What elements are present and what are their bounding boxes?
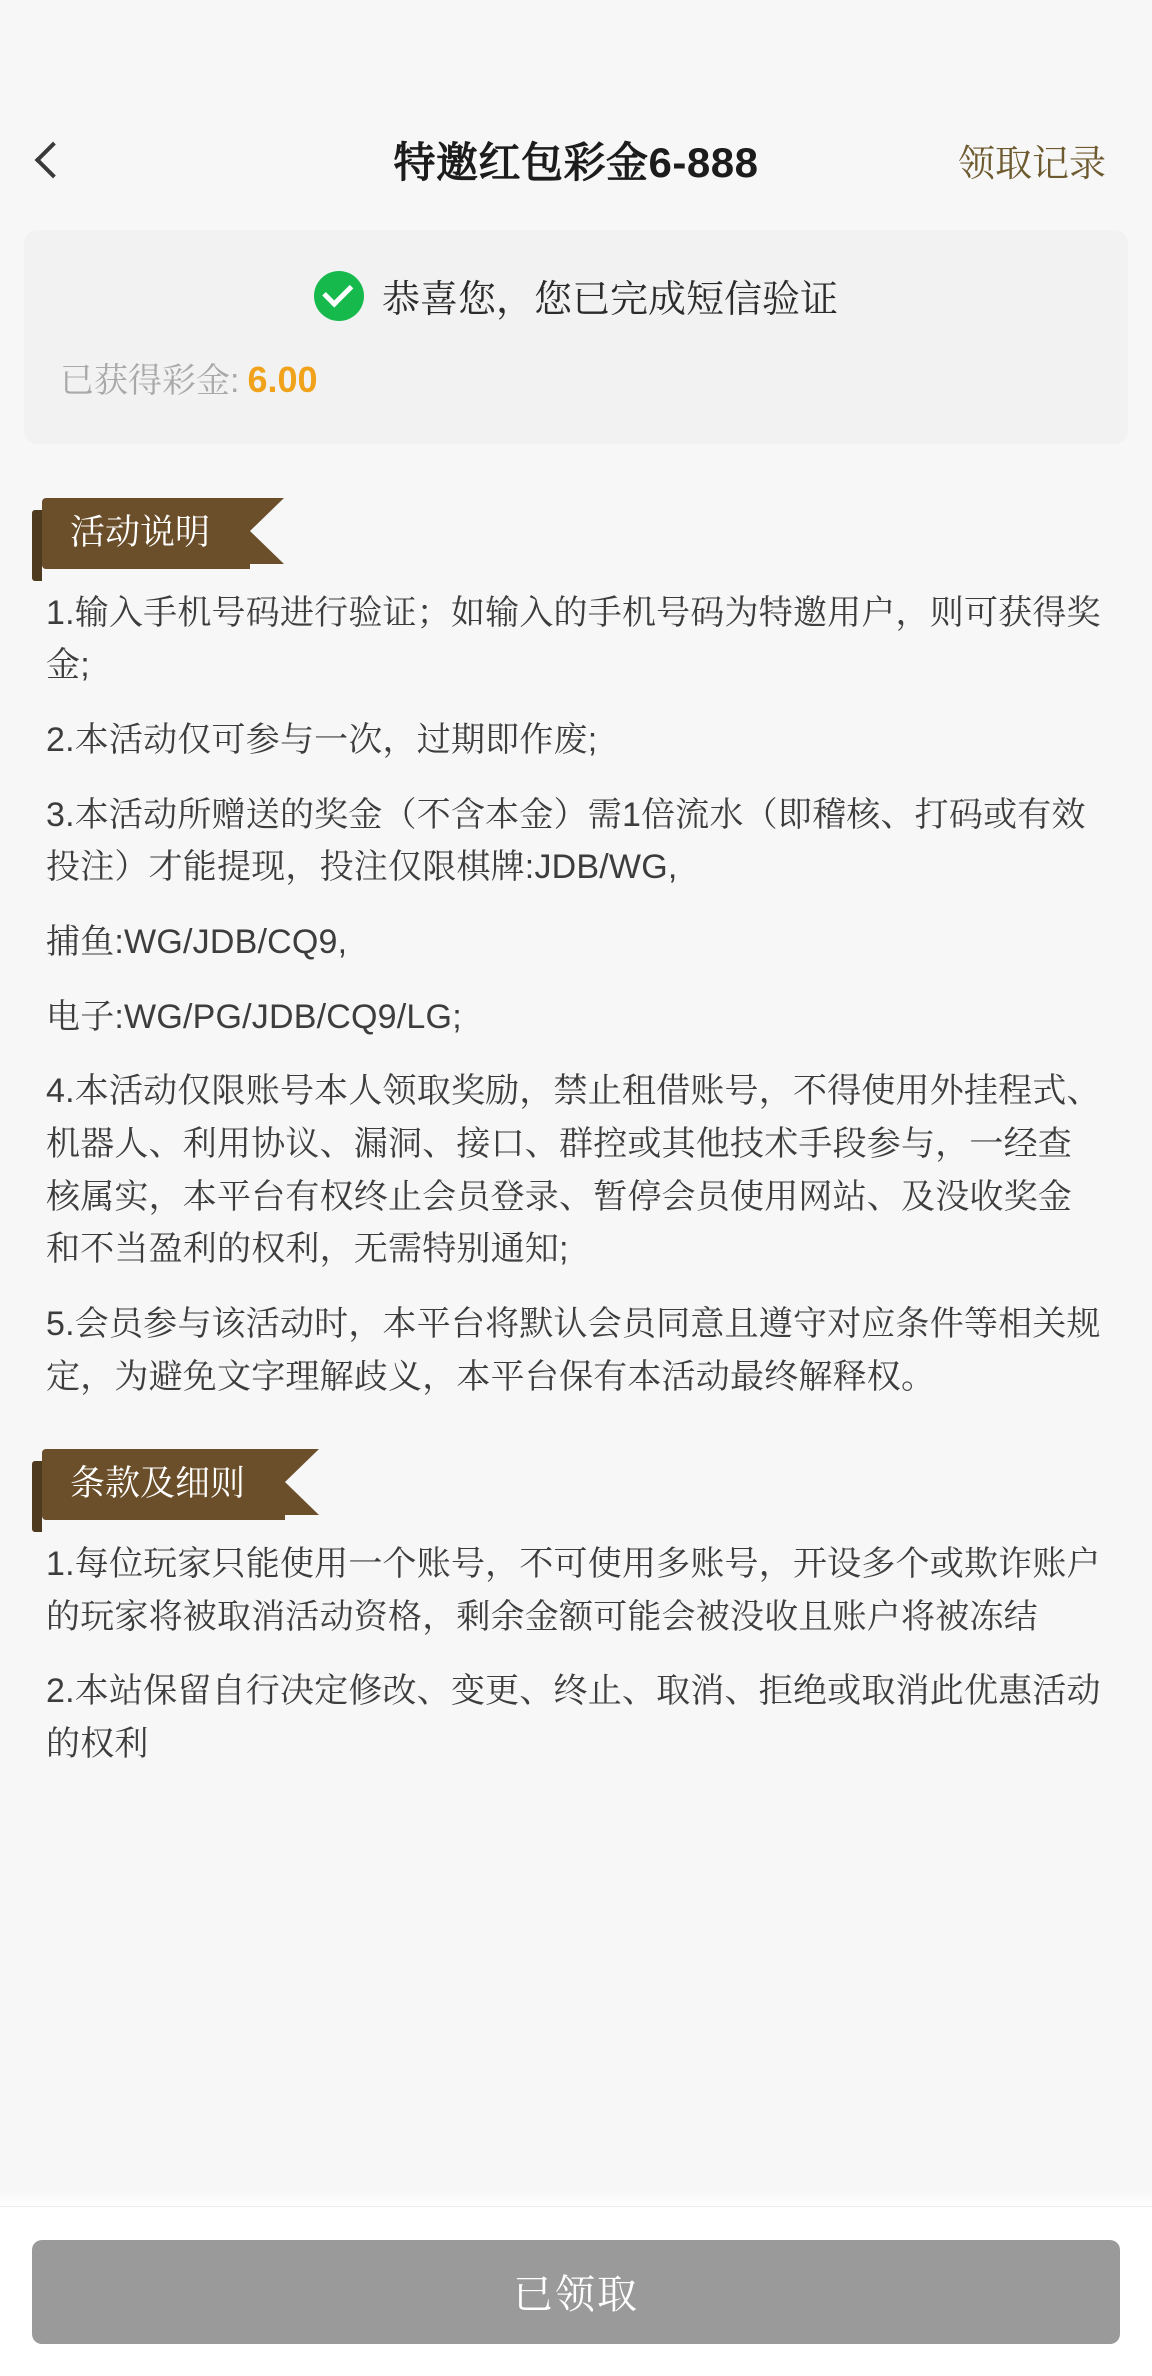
rule-paragraph: 4.本活动仅限账号本人领取奖励，禁止租借账号，不得使用外挂程式、机器人、利用协议、漏洞、接口、群控或其他技术手段参与，一经查核属实，本平台有权终止会员登录、暂停会员使用网站、及没收奖金和不当盈利的权利，无需特别通知; (46, 1072, 1101, 1269)
terms-card (24, 474, 1128, 1823)
section-banner-terms-details: 条款及细则 (42, 1449, 285, 1520)
bonus-amount-row (60, 353, 1092, 402)
bonus-amount-value: 6.00 (247, 359, 318, 400)
scroll-fade (0, 2190, 1152, 2206)
rule-paragraph: 捕鱼:WG/JDB/CQ9, (46, 922, 348, 961)
page-title: 特邀红包彩金6-888 (393, 139, 759, 186)
content-scroll-area[interactable] (0, 210, 1152, 2206)
status-bar-spacer (0, 0, 1152, 110)
verification-card (24, 230, 1128, 444)
claim-records-link[interactable]: 领取记录 (958, 143, 1106, 184)
rule-paragraph: 3.本活动所赠送的奖金（不含本金）需1倍流水（即稽核、打码或有效投注）才能提现，投注仅限棋牌:JDB/WG, (46, 795, 1086, 887)
bottom-action-bar (0, 2206, 1152, 2376)
rule-paragraph: 5.会员参与该活动时，本平台将默认会员同意且遵守对应条件等相关规定，为避免文字理解歧义，本平台保有本活动最终解释权。 (46, 1305, 1101, 1396)
page-header (0, 110, 1152, 210)
verification-status-text: 恭喜您，您已完成短信验证 (381, 279, 838, 321)
chevron-left-icon (35, 142, 72, 179)
bonus-amount-label: 已获得彩金: (60, 362, 240, 400)
term-paragraph: 2.本站保留自行决定修改、变更、终止、取消、拒绝或取消此优惠活动的权利 (46, 1672, 1101, 1763)
rule-paragraph: 2.本活动仅可参与一次，过期即作废; (46, 720, 598, 759)
rule-paragraph: 1.输入手机号码进行验证；如输入的手机号码为特邀用户，则可获得奖金; (46, 593, 1101, 685)
rule-paragraph: 电子:WG/PG/JDB/CQ9/LG; (46, 997, 462, 1036)
verification-status-row (60, 268, 1092, 323)
check-mark-shape (323, 276, 354, 307)
section-banner-activity-rules: 活动说明 (42, 498, 250, 569)
check-circle-icon (314, 271, 364, 321)
claim-button[interactable]: 已领取 (32, 2240, 1120, 2344)
terms-details-list (24, 1520, 1128, 1771)
back-button[interactable] (40, 130, 100, 190)
term-paragraph: 1.每位玩家只能使用一个账号，不可使用多账号，开设多个或欺诈账户的玩家将被取消活动资格，剩余金额可能会被没收且账户将被冻结 (46, 1544, 1101, 1636)
activity-rules-list (24, 569, 1128, 1404)
